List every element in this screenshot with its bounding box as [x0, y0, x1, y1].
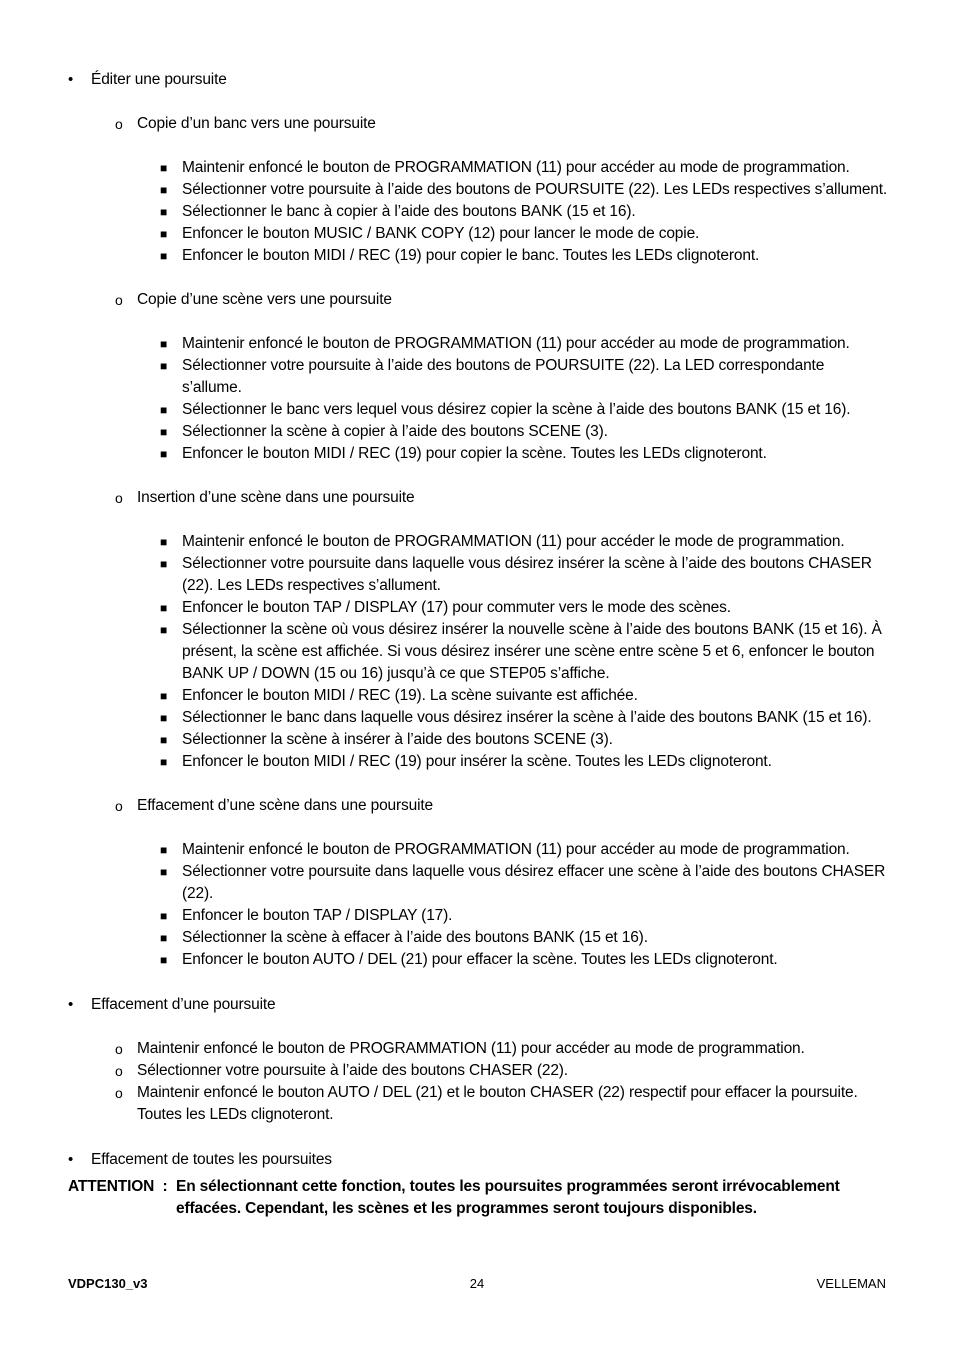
step-text: Enfoncer le bouton TAP / DISPLAY (17). [182, 907, 453, 924]
bullet-square: ■ [160, 359, 168, 373]
step-text: Enfoncer le bouton MUSIC / BANK COPY (12) pour lancer le mode de copie. [182, 225, 700, 242]
bullet-square: ■ [160, 161, 168, 175]
step-item [160, 201, 888, 223]
step-item [160, 839, 888, 861]
bullet-circle: o [115, 292, 123, 308]
page-content [68, 69, 888, 1171]
subsection-title: Copie d’un banc vers une poursuite [137, 115, 376, 132]
step-list [137, 839, 888, 971]
step-item [160, 553, 888, 597]
subsection-list [91, 113, 888, 971]
section-delete-all-chases [68, 1149, 888, 1171]
step-text: Sélectionner votre poursuite à l’aide des boutons de POURSUITE (22). La LED correspondante s’allume. [182, 357, 825, 396]
step-item [114, 1082, 888, 1126]
bullet-square: ■ [160, 909, 168, 923]
step-item [114, 1038, 888, 1060]
step-text: Sélectionner le banc à copier à l’aide des boutons BANK (15 et 16). [182, 203, 636, 220]
bullet-square: ■ [160, 843, 168, 857]
step-text: Enfoncer le bouton AUTO / DEL (21) pour effacer la scène. Toutes les LEDs clignoteront. [182, 951, 778, 968]
step-item [160, 355, 888, 399]
step-text: Sélectionner le banc vers lequel vous désirez copier la scène à l’aide des boutons BANK (15 et 16). [182, 401, 851, 418]
step-item [160, 421, 888, 443]
step-text: Maintenir enfoncé le bouton de PROGRAMMATION (11) pour accéder au mode de programmation. [182, 335, 850, 352]
footer-brand: VELLEMAN [816, 1276, 886, 1291]
subsection-title: Copie d’une scène vers une poursuite [137, 291, 392, 308]
step-text: Enfoncer le bouton MIDI / REC (19) pour copier la scène. Toutes les LEDs clignoteront. [182, 445, 767, 462]
bullet-square: ■ [160, 227, 168, 241]
step-text: Enfoncer le bouton MIDI / REC (19) pour copier le banc. Toutes les LEDs clignoteront. [182, 247, 760, 264]
bullet-square: ■ [160, 249, 168, 263]
step-text: Sélectionner votre poursuite dans laquelle vous désirez insérer la scène à l’aide des boutons CHASER (22). Les LEDs respectives s’allument. [182, 555, 872, 594]
bullet-square: ■ [160, 953, 168, 967]
subsection-delete-scene [114, 795, 888, 971]
section-title: Effacement de toutes les poursuites [91, 1151, 332, 1168]
bullet-square: ■ [160, 689, 168, 703]
bullet-dot: • [68, 1151, 74, 1168]
step-item [160, 949, 888, 971]
step-item [160, 245, 888, 267]
step-item [160, 707, 888, 729]
step-text: Sélectionner la scène à copier à l’aide des boutons SCENE (3). [182, 423, 608, 440]
step-list [137, 157, 888, 267]
subsection-title: Insertion d’une scène dans une poursuite [137, 489, 415, 506]
step-text: Enfoncer le bouton MIDI / REC (19) pour insérer la scène. Toutes les LEDs clignoteront. [182, 753, 772, 770]
subsection-copy-bank [114, 113, 888, 267]
section-list [68, 69, 888, 1171]
step-item [160, 157, 888, 179]
attention-text: En sélectionnant cette fonction, toutes les poursuites programmées seront irrévocablement effacées. Cependant, les scènes et les programmes seront toujours disponibles. [176, 1178, 840, 1217]
bullet-square: ■ [160, 557, 168, 571]
bullet-square: ■ [160, 865, 168, 879]
section-edit-chase [68, 69, 888, 971]
bullet-square: ■ [160, 183, 168, 197]
step-text: Sélectionner votre poursuite dans laquelle vous désirez effacer une scène à l’aide des boutons CHASER (22). [182, 863, 886, 902]
step-item [160, 179, 888, 201]
step-text: Enfoncer le bouton MIDI / REC (19). La scène suivante est affichée. [182, 687, 638, 704]
step-text: Sélectionner la scène à effacer à l’aide des boutons BANK (15 et 16). [182, 929, 648, 946]
step-item [160, 619, 888, 685]
step-list [137, 333, 888, 465]
step-text: Enfoncer le bouton TAP / DISPLAY (17) pour commuter vers le mode des scènes. [182, 599, 731, 616]
step-text: Maintenir enfoncé le bouton de PROGRAMMATION (11) pour accéder au mode de programmation. [182, 841, 850, 858]
step-text: Maintenir enfoncé le bouton AUTO / DEL (21) et le bouton CHASER (22) respectif pour effacer la poursuite. Toutes les LEDs clignoteront. [137, 1084, 858, 1123]
section-delete-chase [68, 994, 888, 1126]
step-item [160, 597, 888, 619]
bullet-circle: o [115, 1085, 123, 1101]
step-item [160, 927, 888, 949]
step-list [137, 531, 888, 773]
step-text: Sélectionner votre poursuite à l’aide des boutons CHASER (22). [137, 1062, 568, 1079]
attention-label-text: ATTENTION [68, 1178, 155, 1195]
footer-model: VDPC130_v3 [68, 1276, 148, 1291]
bullet-circle: o [115, 1063, 123, 1079]
attention-separator: : [162, 1178, 168, 1195]
step-item [160, 399, 888, 421]
bullet-square: ■ [160, 755, 168, 769]
step-text: Maintenir enfoncé le bouton de PROGRAMMATION (11) pour accéder au mode de programmation. [137, 1040, 805, 1057]
step-item [160, 751, 888, 773]
bullet-square: ■ [160, 403, 168, 417]
step-item [160, 685, 888, 707]
bullet-square: ■ [160, 601, 168, 615]
step-text: Sélectionner la scène où vous désirez insérer la nouvelle scène à l’aide des boutons BANK (15 et 16). À présent, la scène est affichée. Si vous désirez insérer une scène entre scène 5 et 6, enfoncer le bouton BANK UP / DOWN (15 ou 16) jusqu’à ce que STEP05 s’affiche. [182, 621, 882, 682]
bullet-square: ■ [160, 425, 168, 439]
step-text: Maintenir enfoncé le bouton de PROGRAMMATION (11) pour accéder au mode de programmation. [182, 159, 850, 176]
step-text: Sélectionner le banc dans laquelle vous désirez insérer la scène à l’aide des boutons BANK (15 et 16). [182, 709, 872, 726]
bullet-dot: • [68, 996, 74, 1013]
step-text: Sélectionner la scène à insérer à l’aide des boutons SCENE (3). [182, 731, 613, 748]
bullet-square: ■ [160, 535, 168, 549]
step-item [160, 905, 888, 927]
step-item [160, 729, 888, 751]
step-item [160, 531, 888, 553]
section-title: Éditer une poursuite [91, 71, 227, 88]
section-title: Effacement d’une poursuite [91, 996, 276, 1013]
step-item [160, 861, 888, 905]
step-text: Sélectionner votre poursuite à l’aide des boutons de POURSUITE (22). Les LEDs respectives s’allument. [182, 181, 888, 198]
step-item [160, 333, 888, 355]
bullet-square: ■ [160, 623, 168, 637]
bullet-dot: • [68, 71, 74, 88]
bullet-square: ■ [160, 711, 168, 725]
subsection-copy-scene [114, 289, 888, 465]
bullet-square: ■ [160, 447, 168, 461]
step-item [114, 1060, 888, 1082]
bullet-circle: o [115, 116, 123, 132]
bullet-circle: o [115, 798, 123, 814]
footer-page-number: 24 [469, 1276, 485, 1291]
bullet-circle: o [115, 1041, 123, 1057]
bullet-square: ■ [160, 337, 168, 351]
step-item [160, 223, 888, 245]
attention-label [68, 1176, 168, 1198]
bullet-square: ■ [160, 733, 168, 747]
bullet-square: ■ [160, 205, 168, 219]
page-footer [68, 1276, 886, 1294]
subsection-title: Effacement d’une scène dans une poursuite [137, 797, 434, 814]
step-item [160, 443, 888, 465]
bullet-circle: o [115, 490, 123, 506]
subsection-insert-scene [114, 487, 888, 773]
step-text: Maintenir enfoncé le bouton de PROGRAMMATION (11) pour accéder le mode de programmation. [182, 533, 845, 550]
bullet-square: ■ [160, 931, 168, 945]
step-list [91, 1038, 888, 1126]
